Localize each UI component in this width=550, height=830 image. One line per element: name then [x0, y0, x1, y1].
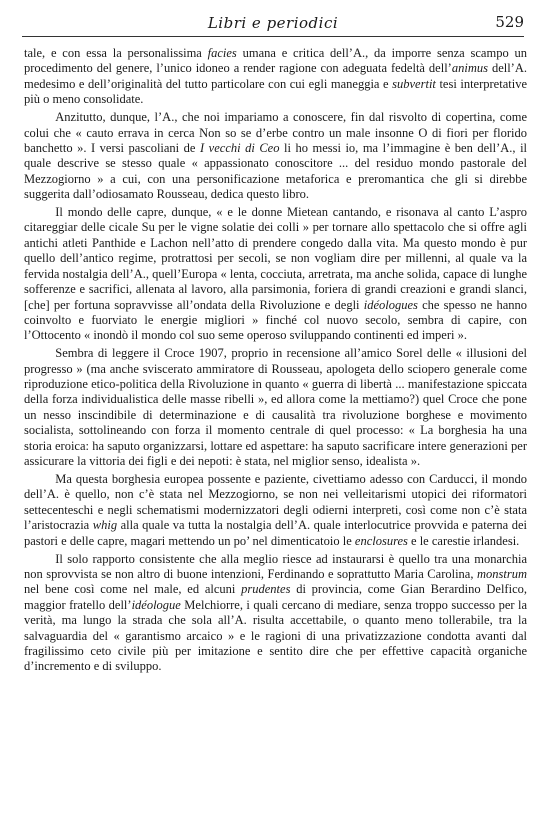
text-run: tale, e con essa la personalissima [24, 46, 208, 60]
text-run: li ho messi io, ma l’immagine è ben dell’A., il quale descrive se stesso quale « appassionato conoscitore ... del residuo mondo pastorale del Mezzogiorno » a cui, con una personificazione metaforica e preromantica che gli si direbbe suggerita dall’odiosamato Rousseau, dedica questo libro. [24, 140, 528, 202]
text-run: Sembra di leggere il Croce 1907, proprio in recensione all’amico Sorel delle « illusioni del progresso » (ma anche sviscerato ammiratore di Rousseau, apologeta dello sciopero generale come riproduzione etico-politica della Rivoluzione in quanto « guerra di libertà ... manifestazione spiccata della forza individualistica delle masse ribelli », ed allora come la mettiamo?) quel Croce che pone un nesso inscindibile di determinazione e di causalità tra rivoluzione borghese e movimento socialista, sottolineando con forza il momento centrale di quel processo: « La borghesia ha una storia eroica: ha saputo organizzarsi, lottare ed aspettare: ha saputo sacrificare intere generazioni per assicurare la vittoria dei figli e dei nepoti: è stata, nel miglior senso, idealista ». [24, 346, 527, 469]
text-run: nel bene così come nel male, ed alcuni [24, 582, 242, 597]
paragraph [24, 552, 527, 675]
italic-text: enclosures [354, 533, 408, 548]
italic-text: subvertit [392, 76, 436, 91]
italic-text: idéologues [363, 297, 418, 312]
text-run: dell’A. medesimo e dell’originalità del tutto particolare con cui egli maneggia e [24, 61, 527, 91]
text-run: che spesso ne hanno coinvolto e fuorviato le energie migliori » finché col nuovo secolo, sembra di capire, con l’Ottocento « inondò il mondo col suo seme operoso sviluppando continenti ed imperi ». [24, 297, 527, 343]
text-run: di provincia, come Gian Berardino Delfico, maggior fratello dell’ [24, 582, 527, 612]
body-text [24, 46, 527, 677]
paragraph [24, 205, 527, 344]
paragraph [24, 46, 527, 108]
text-run: tesi interpretative più o meno consolidate. [24, 76, 527, 107]
paragraph [24, 110, 527, 202]
paragraph [24, 346, 527, 469]
italic-text: whig [92, 518, 118, 533]
text-run: Anzitutto, dunque, l’A., che noi impariamo a conoscere, fin dal risvolto di copertina, come colui che « cauto errava in cerca Non so se d’erbe contro un male insonne O di fiori per florido banchetto ». I versi pascoliani de [24, 110, 527, 155]
running-title: Libri e periodici [207, 14, 339, 32]
italic-text: I vecchi di Ceo [200, 140, 280, 155]
text-run: Il solo rapporto consistente che alla meglio riesce ad instaurarsi è quello tra una monarchia non sprovvista se non altro di buone intenzioni, Ferdinando e soprattutto Maria Carolina, [24, 551, 527, 581]
italic-text: idéologue [131, 597, 181, 612]
text-run: Il mondo delle capre, dunque, « e le donne Mietean cantando, e risonava al canto L’aspro citareggiar delle cicale Su per le vigne solatie dei colli » per tornare allo spettacolo che si offre agli antichi atleti Panthide e Lachon nell’atto di prendere congedo dalla vita. Ma questo mondo è pur quello dell’antico regime, protrattosi per secoli, se non vogliam dire per millenni, al quale va la fervida nostalgia dell’A., quell’Europa « lenta, cocciuta, arretrata, ma anche solida, capace di lunghe sofferenze e sacrifici, allenata al lavoro, alla parsimonia, foriera di grandi creazioni e grandi slanci, [che] per fortuna sopravvisse all’ondata della Rivoluzione e degli [24, 205, 527, 312]
page-number: 529 [495, 13, 524, 31]
text-run: umana e critica dell’A., da imporre senza scampo un procedimento del genere, l’unico idoneo a render ragione con adeguata fedeltà dell’ [24, 46, 527, 76]
paragraph [24, 472, 527, 549]
running-header [22, 10, 524, 37]
italic-text: facies [207, 46, 237, 60]
italic-text: prudentes [241, 582, 291, 597]
italic-text: monstrum [476, 566, 527, 581]
text-run: e le carestie irlandesi. [407, 533, 520, 548]
text-run: Melchiorre, i quali cercano di mediare, senza troppo successo per la verità, ma lungo la strada che sola all’A. risulta accettabile, o quanto meno tollerabile, tra la salvaguardia del « garantismo arcaico » e le ragioni di una privatizzazione condotta avanti dal fragilissimo ceto civile più per imitazione e sentito dire che per effettive capacità organiche d’incremento e di sviluppo. [24, 597, 527, 674]
text-run: Ma questa borghesia europea possente e paziente, civettiamo adesso con Carducci, il mondo dell’A. è quello, non c’è stata nel Mezzogiorno, se non nei velleitarismi utopici dei riformatori settecenteschi e negli schematismi modernizzatori degli odierni interpreti, così come non c’è stata l’aristocrazia [24, 471, 527, 533]
italic-text: animus [451, 61, 488, 76]
text-run: alla quale va tutta la nostalgia dell’A. quale interlocutrice provvida e paterna dei pastori e delle capre, magari mettendo un po’ nel dimenticatoio le [24, 518, 527, 548]
